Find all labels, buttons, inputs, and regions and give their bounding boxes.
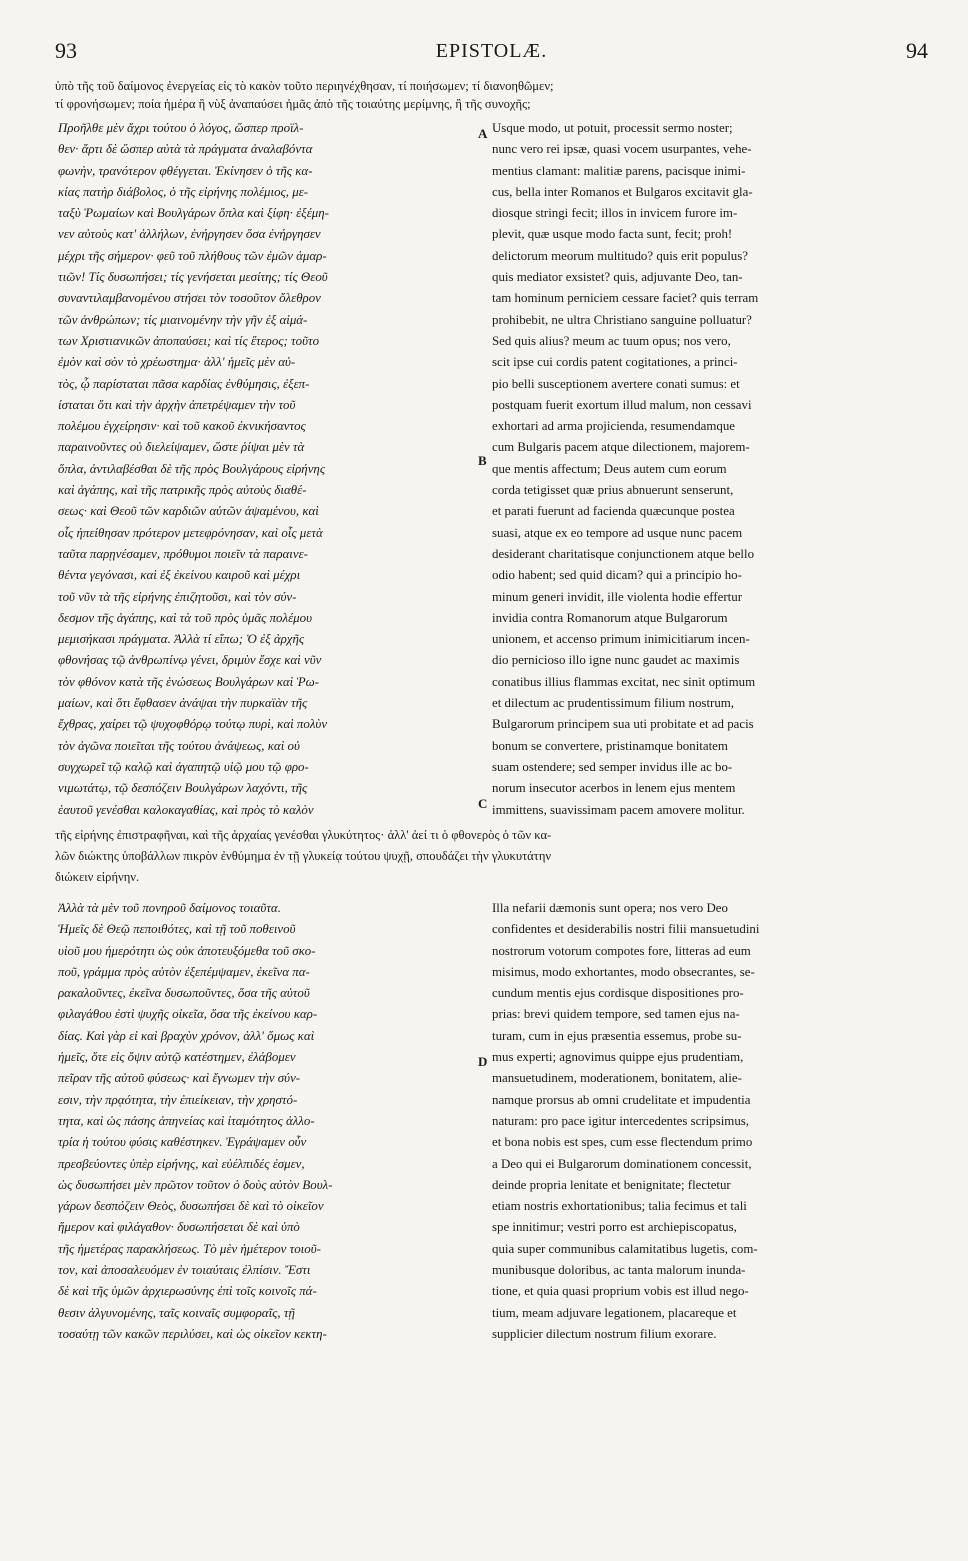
text-line: εσιν, τὴν πρᾳότητα, τὴν ἐπιείκειαν, τὴν χρηστό- xyxy=(58,1092,298,1107)
text-line: deinde propria lenitate et benignitate; flectetur xyxy=(492,1177,731,1192)
top-line-1: ὑπὸ τῆς τοῦ δαίμονος ἐνεργείας εἰς τὸ κακὸν τοῦτο περιηνέχθησαν, τί ποιήσωμεν; τί διανοηθῶμεν; xyxy=(55,79,554,93)
text-line: ὅπλα, ἀντιλαβέσθαι δὲ τῆς πρὸς Βουλγάρους εἰρήνης xyxy=(58,461,326,476)
text-line: unionem, et accenso primum inimicitiarum incen- xyxy=(492,632,750,647)
text-line: et bona nobis est spes, cum esse flectendum primo xyxy=(492,1135,753,1150)
text-line: τον, καὶ ἀποσαλευόμεν ἐν τοιαύταις ἐλπίσιν. Ἔστι xyxy=(58,1263,311,1278)
text-line: confidentes et desiderabilis nostri filii mansuetudini xyxy=(492,922,760,937)
text-line: οἷς ἠπείθησαν πρότερον μετεφρόνησαν, καὶ οἷς μετὰ xyxy=(58,525,323,540)
margin-marker-c: C xyxy=(478,796,488,811)
text-line: prohibebit, ne ultra Christiano sanguine polluatur? xyxy=(492,312,752,327)
text-line: Sed quis alius? meum ac tuum opus; nos vero, xyxy=(492,333,731,348)
text-line: τιῶν! Τίς δυσωπήσει; τίς γενήσεται μεσίτης; τίς Θεοῦ xyxy=(58,270,328,285)
text-line: ταξὺ Ῥωμαίων καὶ Βουλγάρων ὅπλα καὶ ξίφη· ἐξέμη- xyxy=(58,206,329,221)
text-line: ρακαλοῦντες, ἐκεῖνα δυσωποῦντες, ὅσα τῆς αὐτοῦ xyxy=(58,986,310,1001)
text-line: των Χριστιανικῶν ἀποπαύσει; καὶ τίς ἕτερος; τοῦτο xyxy=(58,333,320,348)
text-line: etiam nostris exhortationibus; talia fecimus et tali xyxy=(492,1199,747,1214)
text-line: tium, meam adjuvare legationem, placareque et xyxy=(492,1305,737,1320)
text-line: υἱοῦ μου ἡμερότητι ὡς οὐκ ἀποτευξόμεθα τοῦ σκο- xyxy=(58,943,316,958)
text-line: ίσταται ὅτι καὶ τὴν ἀρχὴν ἀπετρέψαμεν τὴν τοῦ xyxy=(58,397,296,412)
text-line: τῆς ἡμετέρας παρακλήσεως. Τὸ μὲν ἡμέτερον τοιοῦ- xyxy=(58,1241,321,1256)
text-line: ἥμερον καὶ φιλάγαθον· δυσωπήσεται δὲ καὶ ὑπὸ xyxy=(58,1220,300,1235)
text-line: minum generi invidit, ille violenta hodie effertur xyxy=(492,589,742,604)
text-line: δίας. Καὶ γὰρ εἰ καὶ βραχὺν χρόνον, ἀλλ' ὅμως καὶ xyxy=(58,1028,315,1043)
text-line: exhortari ad arma projicienda, resumendamque xyxy=(492,419,736,434)
text-line: naturam: pro pace igitur intercedentes scripsimus, xyxy=(492,1113,750,1128)
greek-column-2 xyxy=(58,898,470,1345)
text-line: ἡμεῖς, ὅτε εἰς ὄψιν αὐτῷ κατέστημεν, ἐλάβομεν xyxy=(58,1050,296,1065)
text-line: dio pernicioso illo igne nunc gaudet ac maximis xyxy=(492,653,740,668)
text-line: turam, cum in ejus præsentia essemus, probe su- xyxy=(492,1028,742,1043)
text-line: desiderant charitatisque conjunctionem atque bello xyxy=(492,546,755,561)
page-number-left: 93 xyxy=(55,38,77,63)
text-line: τρία ἡ τούτου φύσις καθέστηκεν. Ἐγράψαμεν οὖν xyxy=(58,1135,307,1150)
text-line: φθονήσας τῷ ἀνθρωπίνῳ γένει, δριμὺν ἔσχε καὶ νῦν xyxy=(58,653,322,668)
text-line: τητα, καὶ ὡς πάσης ἀπηνείας καὶ ἰταμότητος ἀλλο- xyxy=(58,1113,315,1128)
text-line: φιλαγάθου ἐστὶ ψυχῆς οἰκεῖα, ὅσα τῆς ἐκείνου καρ- xyxy=(58,1007,318,1022)
text-line: ἐμὸν καὶ σὸν τὸ χρέωστημα· ἀλλ' ἡμεῖς μὲν αὐ- xyxy=(58,355,296,370)
text-line: ὡς δυσωπήσει μὲν πρῶτον τοῦτον ὁ δοὺς αὐτὸν Βουλ- xyxy=(58,1177,333,1192)
text-line: spe innitimur; vestri porro est archiepiscopatus, xyxy=(492,1220,737,1235)
margin-marker-d: D xyxy=(478,1054,488,1069)
mid-line-1: τῆς εἰρήνης ἐπιστραφῆναι, καὶ τῆς ἀρχαίας γενέσθαι γλυκύτητος· ἀλλ' ἀεί τι ὁ φθονερὸς ὁ τῶν κα- xyxy=(55,828,552,842)
text-line: τοσαύτῃ τῶν κακῶν περιλύσει, καὶ ὡς οἰκεῖον κεκτη- xyxy=(58,1326,327,1341)
text-line: φωνὴν, τρανότερον φθέγγεται. Ἐκίνησεν ὁ τῆς κα- xyxy=(58,163,313,178)
text-line: cum Bulgaris pacem atque dilectionem, majorem- xyxy=(492,440,750,455)
text-line: nostrorum votorum compotes fore, litteras ad eum xyxy=(492,943,751,958)
text-line: τὸν ἀγῶνα ποιεῖται τῆς τούτου ἀνάψεως, καὶ οὐ xyxy=(58,738,300,753)
text-line: diosque stringi fecit; illos in invicem furore im- xyxy=(492,206,738,221)
text-line: et dilectum ac prudentissimum filium nostrum, xyxy=(492,696,735,711)
text-line: Illa nefarii dæmonis sunt opera; nos vero Deo xyxy=(492,901,728,915)
text-line: Bulgarorum principem sua uti probitate et ad pacis xyxy=(492,717,754,732)
text-line: tam hominum perniciem cessare faciet? quis terram xyxy=(492,291,759,306)
text-line: δὲ καὶ τῆς ὑμῶν ἀρχιερωσύνης ἐπὶ τοῖς κοινοῖς πά- xyxy=(58,1284,317,1299)
text-line: σεως· καὶ Θεοῦ τῶν καρδιῶν αὐτῶν ἁψαμένου, καὶ xyxy=(58,504,319,519)
text-line: postquam fuerit exortum illud malum, non cessavi xyxy=(492,397,752,412)
text-line: Ἡμεῖς δὲ Θεῷ πεποιθότες, καὶ τῇ τοῦ ποθεινοῦ xyxy=(58,922,296,937)
text-line: συγχωρεῖ τῷ καλῷ καὶ ἀγαπητῷ υἱῷ μου τῷ φρο- xyxy=(58,759,309,774)
text-line: supplicier dilectum nostrum filium exorare. xyxy=(492,1326,717,1341)
text-line: ποῦ, γράμμα πρὸς αὐτὸν ἐξεπέμψαμεν, ἐκεῖνα πα- xyxy=(58,964,310,979)
text-line: mansuetudinem, moderationem, bonitatem, alie- xyxy=(492,1071,742,1086)
latin-column-1 xyxy=(492,118,912,821)
text-line: corda tetigisset quæ prius abnuerunt senserunt, xyxy=(492,483,734,498)
latin-column-2 xyxy=(492,898,912,1345)
text-line: δεσμον τῆς ἀγάπης, καὶ τὰ τοῦ πρὸς ὑμᾶς πολέμου xyxy=(58,610,312,625)
text-line: καὶ ἀγάπης, καὶ τῆς πατρικῆς πρὸς αὐτοὺς διαθέ- xyxy=(58,483,307,498)
text-line: Ἀλλὰ τὰ μὲν τοῦ πονηροῦ δαίμονος τοιαῦτα. xyxy=(58,901,281,915)
text-line: κίας πατὴρ διάβολος, ὁ τῆς εἰρήνης πολέμιος, με- xyxy=(58,184,309,199)
text-line: θέντα γεγόνασι, καὶ ἐξ ἐκείνου καιροῦ καὶ μέχρι xyxy=(58,568,301,583)
text-line: prias: brevi quidem tempore, sed tamen ejus na- xyxy=(492,1007,740,1022)
text-line: que mentis affectum; Deus autem cum eorum xyxy=(492,461,727,476)
text-line: quis mediator exsistet? quis, adjuvante Deo, tan- xyxy=(492,270,743,285)
text-line: νιμωτάτῳ, τῷ δεσπόζειν Βουλγάρων λαχόντι, τῆς xyxy=(58,781,308,796)
text-line: μέχρι τῆς σήμερον· φεῦ τοῦ πλήθους τῶν ἐμῶν ἁμαρ- xyxy=(58,248,327,263)
page-header xyxy=(55,38,928,72)
greek-column-1 xyxy=(58,118,470,821)
text-line: suam ostendere; sed semper invidus ille ac bo- xyxy=(492,759,733,774)
text-line: τὸν φθόνον κατὰ τῆς ἑνώσεως Βουλγάρων καὶ Ῥω- xyxy=(58,674,320,689)
page-number-right: 94 xyxy=(906,38,928,63)
text-line: ἔχθρας, χαίρει τῷ ψυχοφθόρῳ τούτῳ πυρὶ, καὶ πολὺν xyxy=(58,717,328,732)
text-line: μαίων, καὶ ὅτι ἔφθασεν ἀνάψαι τὴν πυρκαϊὰν τῆς xyxy=(58,696,308,711)
text-line: ταῦτα παρῃνέσαμεν, πρόθυμοι ποιεῖν τὰ παραινε- xyxy=(58,546,308,561)
text-line: tione, et quia quasi proprium vobis est illud nego- xyxy=(492,1284,749,1299)
text-line: conatibus illius flammas excitat, nec sinit optimum xyxy=(492,674,756,689)
text-line: τὸς, ᾧ παρίσταται πᾶσα καρδίας ἐνθύμησις, ἐξεπ- xyxy=(58,376,310,391)
text-line: cus, bella inter Romanos et Bulgaros excitavit gla- xyxy=(492,184,753,199)
text-line: mus experti; agnovimus quippe ejus prudentiam, xyxy=(492,1050,744,1065)
text-line: nunc vero rei ipsæ, quasi vocem usurpantes, vehe- xyxy=(492,142,752,157)
text-line: invidia contra Romanorum atque Bulgarorum xyxy=(492,610,728,625)
margin-marker-a: A xyxy=(478,126,488,141)
text-line: πρεσβεύοντες ὑπὲρ εἰρήνης, καὶ εὐέλπιδές ἐσμεν, xyxy=(58,1156,305,1171)
text-line: γάρων δεσπόζειν Θεὸς, δυσωπήσει δὲ καὶ τὸ οἰκεῖον xyxy=(58,1199,324,1214)
text-line: odio habent; sed quid dicam? qui a principio ho- xyxy=(492,568,742,583)
text-line: et parati fuerunt ad facienda quæcunque postea xyxy=(492,504,735,519)
text-line: θεν· ἄρτι δὲ ὥσπερ αὐτὰ τὰ πράγματα ἀναλαβόντα xyxy=(58,142,313,157)
margin-marker-b: B xyxy=(478,453,487,468)
top-line-2: τί φρονήσωμεν; ποία ἡμέρα ἢ νὺξ ἀναπαύσει ἡμᾶς ἀπὸ τῆς τοιαύτης μερίμνης, ἢ τῆς συνοχῆς; xyxy=(55,97,531,111)
text-line: cundum mentis ejus cordisque dispositiones pro- xyxy=(492,986,744,1001)
text-line: τῶν ἀνθρώπων; τίς μιαινομένην τὴν γῆν ἐξ αἱμά- xyxy=(58,312,308,327)
text-line: θεσιν ἀλγυνομένης, ταῖς κοιναῖς συμφοραῖς, τῇ xyxy=(58,1305,295,1320)
text-line: πεῖραν τῆς αὐτοῦ φύσεως· καὶ ἔγνωμεν τὴν σύν- xyxy=(58,1071,301,1086)
running-title: EPISTOLÆ. xyxy=(435,40,548,62)
text-line: suasi, atque ex eo tempore ad usque nunc pacem xyxy=(492,525,743,540)
text-line: ἑαυτοῦ γενέσθαι καλοκαγαθίας, καὶ πρὸς τὸ καλὸν xyxy=(58,802,314,817)
text-line: Usque modo, ut potuit, processit sermo noster; xyxy=(492,121,733,135)
text-line: νεν αὐτοὺς κατ' ἀλλήλων, ἐνήργησεν ὅσα ἐνήργησεν xyxy=(58,227,321,242)
text-line: scit ipse cui cordis patent cogitationes, a princi- xyxy=(492,355,738,370)
text-line: plevit, quæ usque modo facta sunt, fecit; proh! xyxy=(492,227,733,242)
text-line: μεμισήκασι πράγματα. Ἀλλὰ τί εἴπω; Ὁ ἐξ ἀρχῆς xyxy=(58,632,305,647)
text-line: immittens, suavissimam pacem amovere molitur. xyxy=(492,802,745,817)
text-line: πολέμου ἐγχείρησιν· καὶ τοῦ κακοῦ ἐκνικήσαντος xyxy=(58,419,306,434)
text-line: Προῆλθε μὲν ἄχρι τούτου ὁ λόγος, ὥσπερ προϊλ- xyxy=(58,121,304,135)
text-line: namque prorsus ab omni crudelitate et impudentia xyxy=(492,1092,751,1107)
text-line: quia super communibus calamitatibus lugetis, com- xyxy=(492,1241,758,1256)
text-line: συναντιλαμβανομένου στήσει τὸν τοσοῦτον ὄλεθρον xyxy=(58,291,321,306)
text-line: misimus, modo exhortantes, modo obsecrantes, se- xyxy=(492,964,755,979)
text-line: a Deo qui ei Bulgarorum dominationem concessit, xyxy=(492,1156,752,1171)
text-line: mentius clamant: malitiæ parens, pacisque inimi- xyxy=(492,163,746,178)
text-line: τοῦ νῦν τὰ τῆς εἰρήνης ἐπιζητοῦσι, καὶ τὸν σύν- xyxy=(58,589,297,604)
text-line: pio belli susceptionem avertere conati sumus: et xyxy=(492,376,740,391)
text-line: norum insecutor acerbos in lenem ejus mentem xyxy=(492,781,736,796)
mid-line-3: διώκειν εἰρήνην. xyxy=(55,870,140,884)
text-line: munibusque doloribus, ac tanta malorum inunda- xyxy=(492,1263,746,1278)
mid-line-2: λῶν διώκτης ὑποβάλλων πικρὸν ἐνθύμημα ἐν τῇ γλυκείᾳ τούτου ψυχῇ, σπουδάζει τὴν γλυκυτάτην xyxy=(55,849,552,863)
text-line: παραινοῦντες οὐ διελείψαμεν, ὥστε ῥίψαι μὲν τὰ xyxy=(58,440,305,455)
text-line: delictorum meorum multitudo? quis erit populus? xyxy=(492,248,748,263)
text-line: bonum se convertere, pristinamque bonitatem xyxy=(492,738,728,753)
